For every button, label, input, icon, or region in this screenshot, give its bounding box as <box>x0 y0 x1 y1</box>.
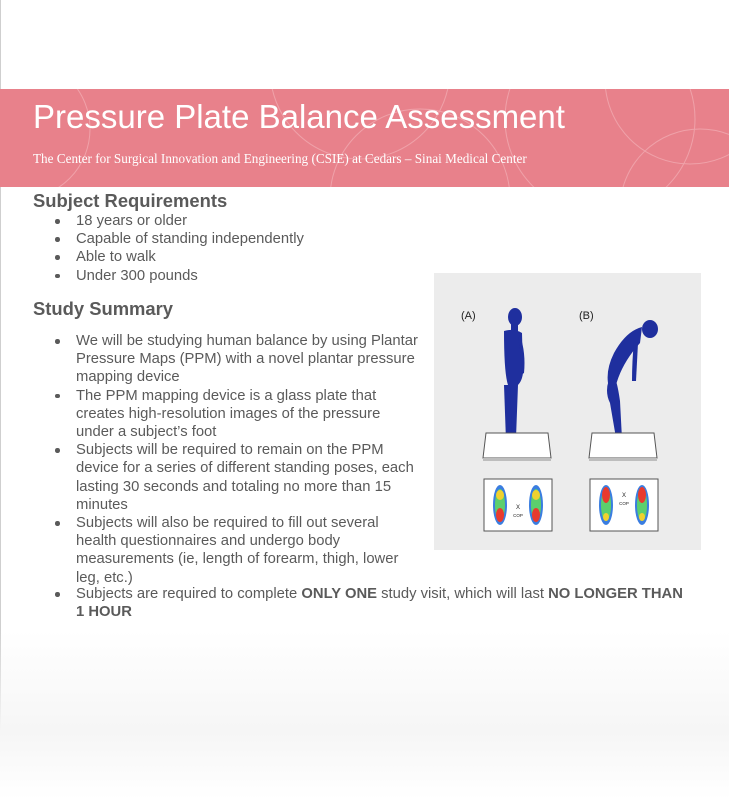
bottom-fade <box>0 630 729 799</box>
visit-text-1: Subjects are required to complete <box>76 586 302 602</box>
person-bending-icon <box>607 320 658 443</box>
list-item: We will be studying human balance by using Plantar Pressure Maps (PPM) with a novel plantar pressure mapping device <box>52 332 422 387</box>
list-item: Able to walk <box>52 248 432 266</box>
list-item: The PPM mapping device is a glass plate that creates high-resolution images of the pressure under a subject’s foot <box>52 387 422 442</box>
visit-emphasis-1: ONLY ONE <box>301 586 378 602</box>
header-banner <box>0 89 729 187</box>
list-item: Subjects will be required to remain on the PPM device for a series of different standing poses, each lasting 30 seconds and totaling no more than 15 minutes <box>52 441 422 514</box>
summary-list-final <box>52 585 692 621</box>
requirements-heading: Subject Requirements <box>33 190 228 211</box>
figure-label-b: (B) <box>579 310 594 322</box>
visit-text-2: study visit, which will last <box>377 586 549 602</box>
figure-label-a: (A) <box>461 310 476 322</box>
summary-list <box>52 332 422 587</box>
list-item: Under 300 pounds <box>52 267 432 285</box>
page-title: Pressure Plate Balance Assessment <box>33 98 565 135</box>
summary-heading: Study Summary <box>33 298 174 319</box>
figure-illustration <box>434 273 701 550</box>
requirements-list <box>52 212 432 285</box>
list-item: Capable of standing independently <box>52 230 432 248</box>
list-item <box>52 585 692 621</box>
cop-marker-b: X <box>621 493 627 499</box>
pressure-plate-a-icon <box>483 433 551 461</box>
cop-label-b: COP <box>619 501 629 506</box>
list-item: Subjects will also be required to fill out several health questionnaires and undergo body measurements (ie, length of forearm, thigh, lower leg, etc.) <box>52 514 422 587</box>
visit-emphasis-2: NO LONGER THAN 1 HOUR <box>76 586 683 621</box>
balance-figure <box>434 273 701 550</box>
cop-label-a: COP <box>513 513 523 518</box>
person-standing-icon <box>504 308 525 443</box>
cop-marker-a: X <box>515 505 521 511</box>
pressure-plate-b-icon <box>589 433 657 461</box>
page-subtitle: The Center for Surgical Innovation and Engineering (CSIE) at Cedars – Sinai Medical Center <box>33 151 527 166</box>
list-item: 18 years or older <box>52 212 432 230</box>
